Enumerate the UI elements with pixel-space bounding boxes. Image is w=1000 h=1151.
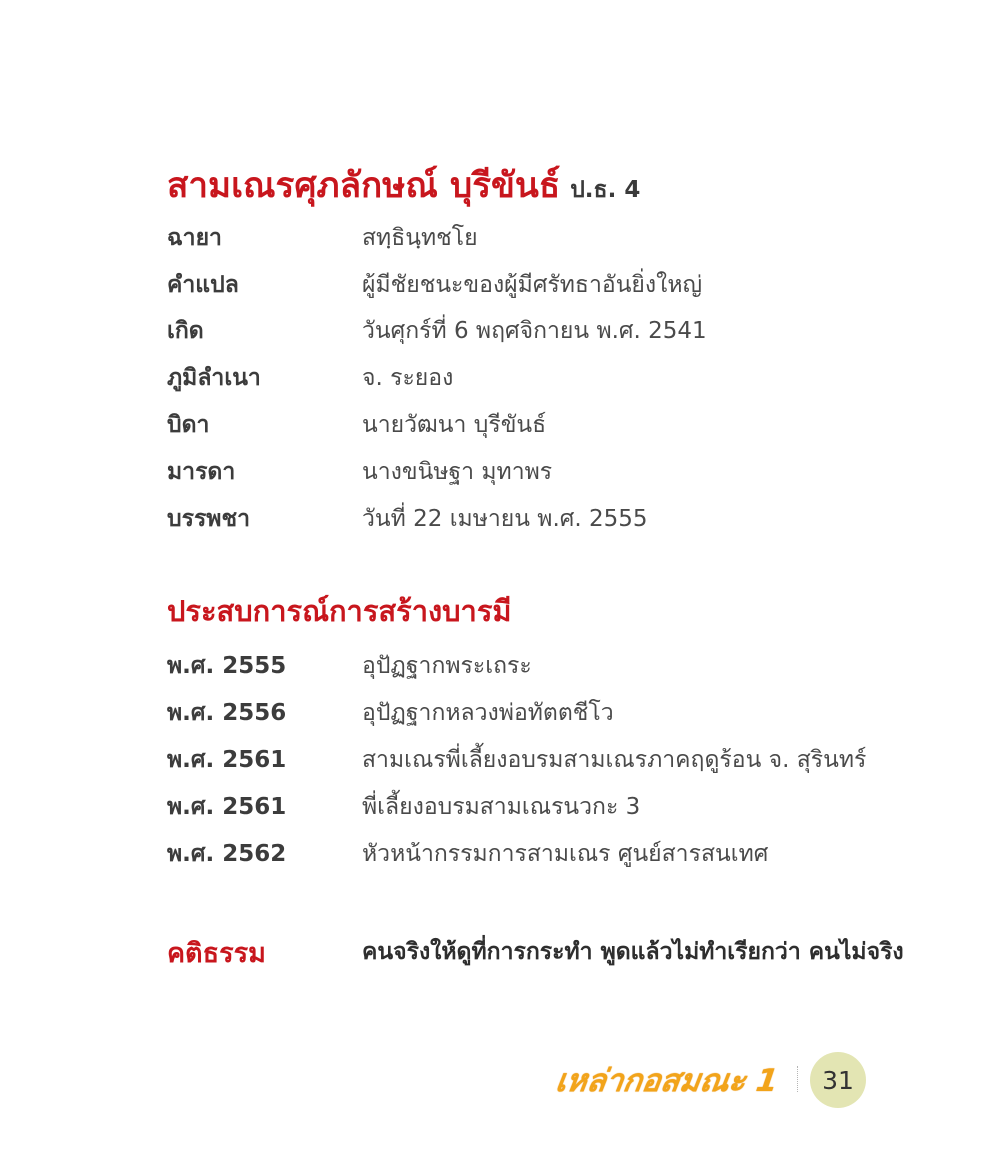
experience-heading: ประสบการณ์การสร้างบารมี: [167, 594, 512, 628]
profile-row-alias: [167, 218, 478, 258]
profile-row-label: คำแปล: [167, 272, 239, 298]
motto-label: คติธรรม: [167, 937, 266, 969]
profile-row-label: บิดา: [167, 412, 210, 438]
profile-row-label: บรรพชา: [167, 506, 250, 532]
experience-detail: พี่เลี้ยงอบรมสามเณรนวกะ 3: [362, 794, 641, 820]
profile-row-meaning: [167, 265, 702, 305]
experience-row: [167, 646, 532, 686]
experience-row: [167, 693, 614, 733]
experience-row: [167, 787, 640, 827]
profile-row-value: จ. ระยอง: [362, 365, 454, 391]
profile-row-value: วันที่ 22 เมษายน พ.ศ. 2555: [362, 506, 648, 532]
profile-row-ordination: [167, 499, 648, 539]
experience-year: พ.ศ. 2561: [167, 747, 287, 773]
profile-row-hometown: [167, 358, 453, 398]
page-number: 31: [822, 1065, 854, 1095]
experience-row: [167, 834, 768, 874]
profile-row-birth: [167, 311, 707, 351]
experience-year: พ.ศ. 2562: [167, 841, 287, 867]
experience-detail: อุปัฏฐากหลวงพ่อทัตตชีโว: [362, 700, 614, 726]
experience-year: พ.ศ. 2561: [167, 794, 287, 820]
degree-label: ป.ธ. 4: [570, 177, 641, 203]
footer-divider: [797, 1066, 798, 1092]
profile-row-mother: [167, 452, 552, 492]
profile-row-label: ภูมิลำเนา: [167, 365, 261, 391]
profile-row-label: เกิด: [167, 318, 204, 344]
profile-row-label: ฉายา: [167, 225, 222, 251]
experience-year: พ.ศ. 2556: [167, 700, 287, 726]
series-logo: เหล่ากอสมณะ 1: [553, 1063, 781, 1099]
experience-detail: สามเณรพี่เลี้ยงอบรมสามเณรภาคฤดูร้อน จ. สุรินทร์: [362, 747, 867, 773]
page-number-badge: [810, 1052, 866, 1108]
motto-block: [167, 930, 904, 974]
profile-row-father: [167, 405, 546, 445]
profile-row-value: ผู้มีชัยชนะของผู้มีศรัทธาอันยิ่งใหญ่: [362, 272, 703, 298]
profile-row-value: นายวัฒนา บุรีขันธ์: [362, 412, 547, 438]
profile-row-value: วันศุกร์ที่ 6 พฤศจิกายน พ.ศ. 2541: [362, 318, 707, 344]
motto-text: คนจริงให้ดูที่การกระทำ พูดแล้วไม่ทำเรียกว่า คนไม่จริง: [362, 939, 904, 965]
experience-detail: อุปัฏฐากพระเถระ: [362, 653, 532, 679]
profile-row-label: มารดา: [167, 459, 236, 485]
experience-row: [167, 740, 866, 780]
experience-detail: หัวหน้ากรรมการสามเณร ศูนย์สารสนเทศ: [362, 841, 769, 867]
profile-row-value: นางขนิษฐา มุทาพร: [362, 459, 553, 485]
profile-row-value: สทฺธินฺทชโย: [362, 225, 478, 251]
experience-year: พ.ศ. 2555: [167, 653, 287, 679]
profile-title: [167, 158, 640, 208]
novice-name: สามเณรศุภลักษณ์ บุรีขันธ์: [167, 166, 561, 206]
